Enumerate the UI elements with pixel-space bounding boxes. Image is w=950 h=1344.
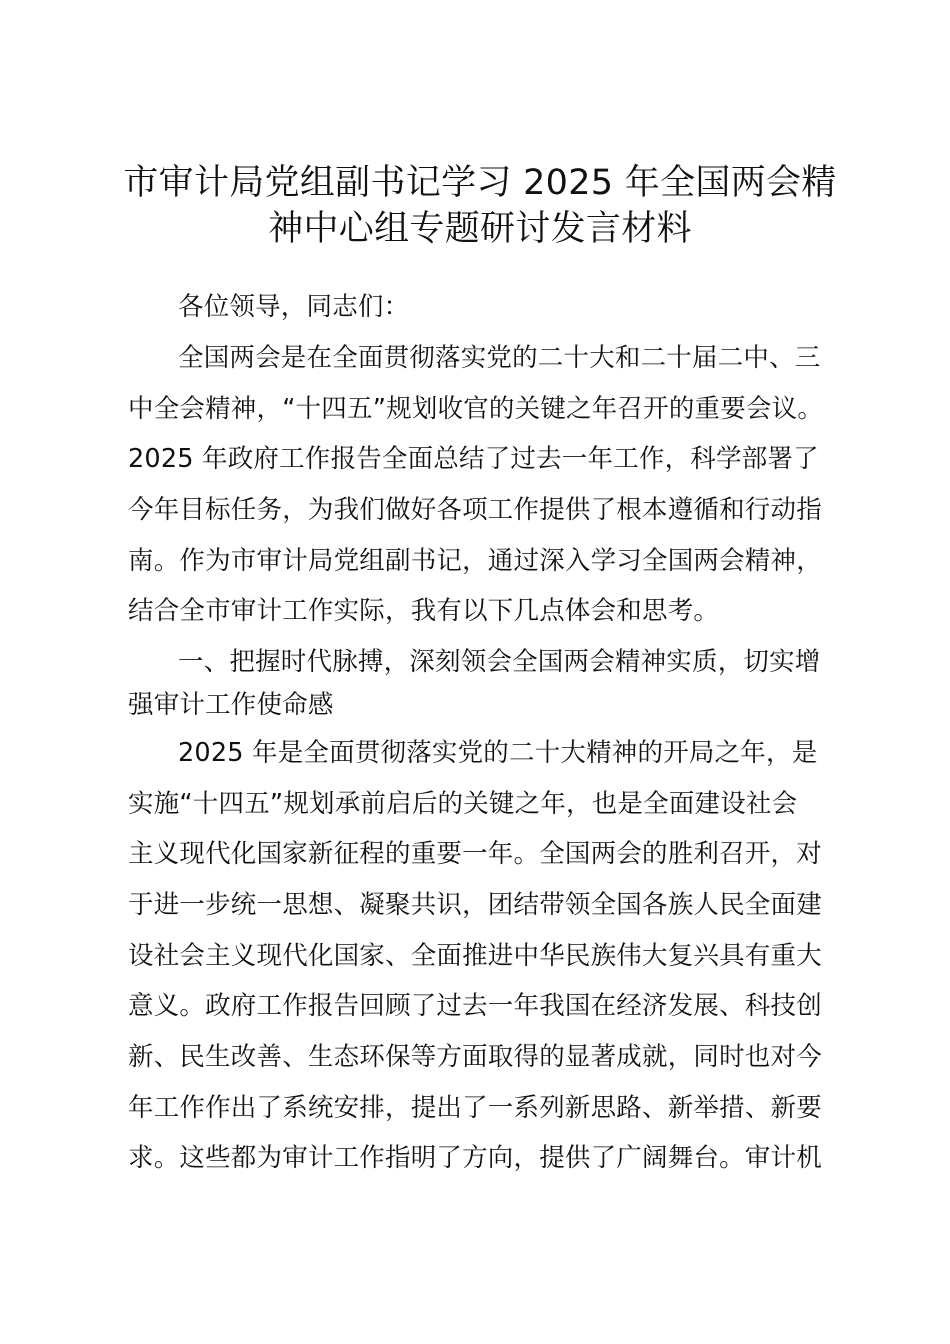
paragraph-2-line-8: 年工作作出了系统安排，提出了一系列新思路、新举措、新要 [128,1093,822,1123]
salutation: 各位领导，同志们： [178,292,410,322]
title-line-1: 市审计局党组副书记学习 2025 年全国两会精 [123,163,837,203]
paragraph-2-line-3: 主义现代化国家新征程的重要一年。全国两会的胜利召开，对 [128,839,822,869]
paragraph-1-line-2: 中全会精神，“十四五”规划收官的关键之年召开的重要会议。 [128,394,824,424]
document-title [110,160,850,252]
paragraph-1-line-6: 结合全市审计工作实际，我有以下几点体会和思考。 [128,596,720,626]
paragraph-1-line-3: 2025 年政府工作报告全面总结了过去一年工作，科学部署了 [128,444,819,474]
section-heading-line-1: 一、把握时代脉搏，深刻领会全国两会精神实质，切实增 [178,647,821,677]
paragraph-2-line-7: 新、民生改善、生态环保等方面取得的显著成就，同时也对今 [128,1042,822,1072]
paragraph-1-line-5: 南。作为市审计局党组副书记，通过深入学习全国两会精神， [128,546,822,576]
paragraph-1-line-1: 全国两会是在全面贯彻落实党的二十大和二十届二中、三 [178,343,821,373]
paragraph-2-line-5: 设社会主义现代化国家、全面推进中华民族伟大复兴具有重大 [128,941,822,971]
paragraph-2-line-6: 意义。政府工作报告回顾了过去一年我国在经济发展、科技创 [128,991,822,1021]
section-heading-line-2: 强审计工作使命感 [128,690,334,720]
paragraph-2-line-2: 实施“十四五”规划承前启后的关键之年，也是全面建设社会 [128,789,798,819]
paragraph-2-line-1: 2025 年是全面贯彻落实党的二十大精神的开局之年，是 [178,738,818,768]
paragraph-1-line-4: 今年目标任务，为我们做好各项工作提供了根本遵循和行动指 [128,495,822,525]
paragraph-2-line-4: 于进一步统一思想、凝聚共识，团结带领全国各族人民全面建 [128,890,822,920]
paragraph-2-line-9: 求。这些都为审计工作指明了方向，提供了广阔舞台。审计机 [128,1143,822,1173]
title-line-2: 神中心组专题研讨发言材料 [268,209,692,249]
